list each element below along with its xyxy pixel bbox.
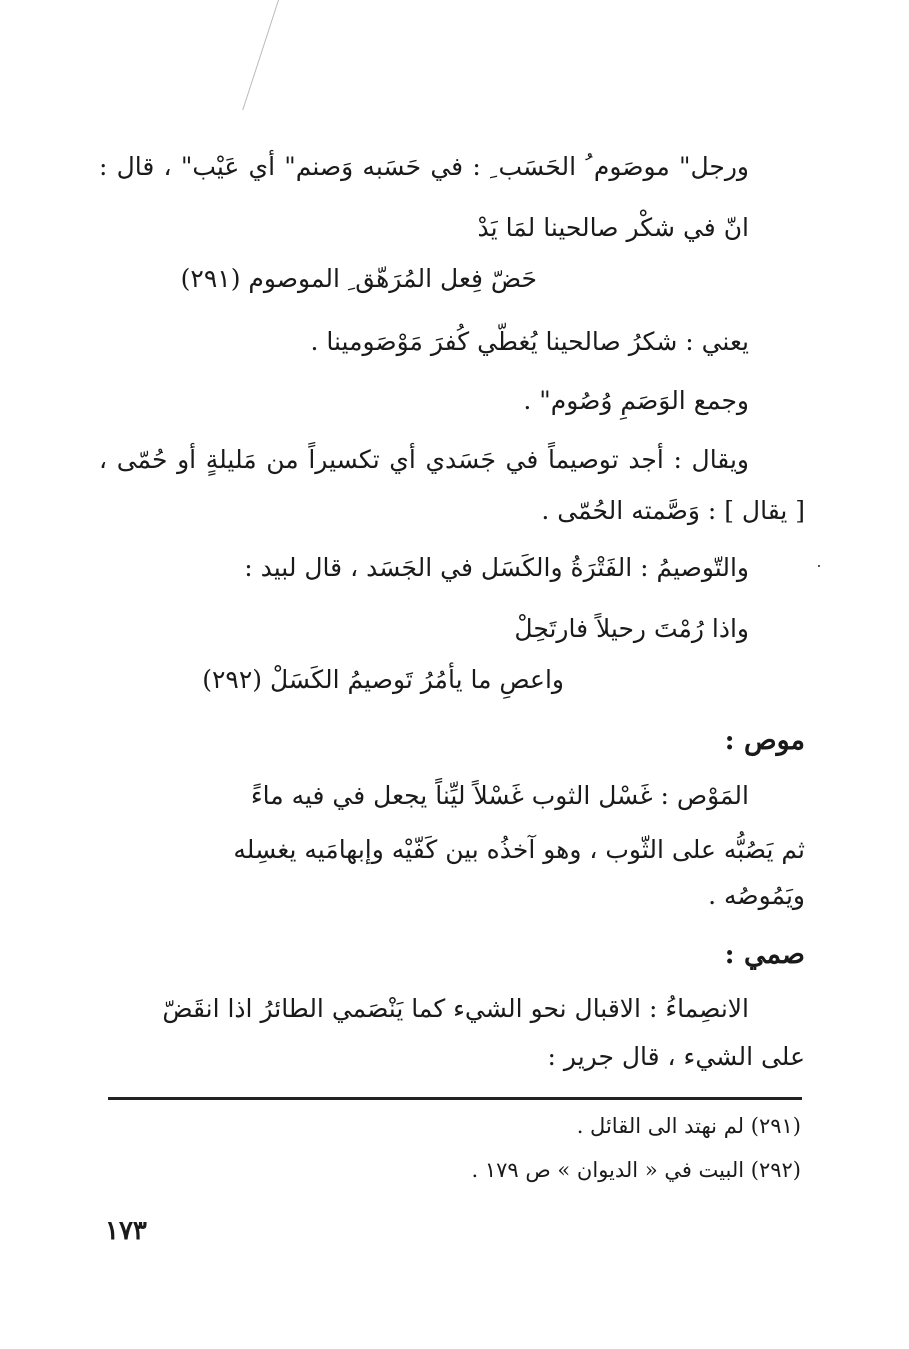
text-line-6: والتّوصيمُ : الفَتْرَةُ والكَسَل في الجَسَد ، قال لبيد : (244, 553, 749, 582)
text-line-9: ويَمُوصُه . (708, 881, 805, 910)
text-line-5: [ يقال ] : وَصَّمته الحُمّى . (541, 496, 805, 525)
page-number: ١٧٣ (105, 1216, 147, 1246)
text-line-8: ثم يَصُبُّه على الثّوب ، وهو آخذُه بين كَفّيْه وإبهامَيه يغسِله (233, 835, 805, 864)
text-line-10: الانصِماءُ : الاقبال نحو الشيء كما يَنْصَمي الطائرُ اذا انقَضّ (162, 994, 749, 1023)
section-heading-mws: موص : (724, 725, 805, 756)
section-heading-smy: صمي : (724, 939, 805, 970)
verse-line-3: واذا رُمْتَ رحيلاً فارتَحِلْ (514, 614, 749, 643)
verse-line-1: انّ في شكْر صالحينا لمَا يَدْ (477, 213, 749, 242)
footnote-291: (٢٩١) لم نهتد الى القائل . (576, 1114, 801, 1138)
scan-artifact-line (242, 0, 281, 110)
text-line-4: ويقال : أجد توصيماً في جَسَدي أي تكسيراً من مَليلةٍ أو حُمّى ، (99, 445, 749, 474)
verse-line-4: واعصِ ما يأمُرُ تَوصيمُ الكَسَلْ (٢٩٢) (202, 665, 564, 694)
scan-artifact-dot (818, 565, 820, 567)
text-line-7: المَوْص : غَسْل الثوب غَسْلاً ليِّناً يجعل في فيه ماءً (250, 781, 749, 810)
text-line-11: على الشيء ، قال جرير : (547, 1042, 805, 1071)
text-line-3: وجمع الوَصَمِ وُصُوم" . (523, 386, 749, 415)
footnote-292: (٢٩٢) البيت في « الديوان » ص ١٧٩ . (471, 1158, 801, 1182)
text-line-1: ورجل" موصَوم ُ الحَسَب ِ : في حَسَبه وَصنم" أي عَيْب" ، قال : (99, 152, 749, 181)
verse-line-2: حَضّ فِعل المُرَهّق ِ الموصوم (٢٩١) (180, 264, 537, 293)
footnote-separator (108, 1097, 802, 1100)
text-line-2: يعني : شكرُ صالحينا يُغطّي كُفرَ مَوْصَومينا . (310, 327, 749, 356)
